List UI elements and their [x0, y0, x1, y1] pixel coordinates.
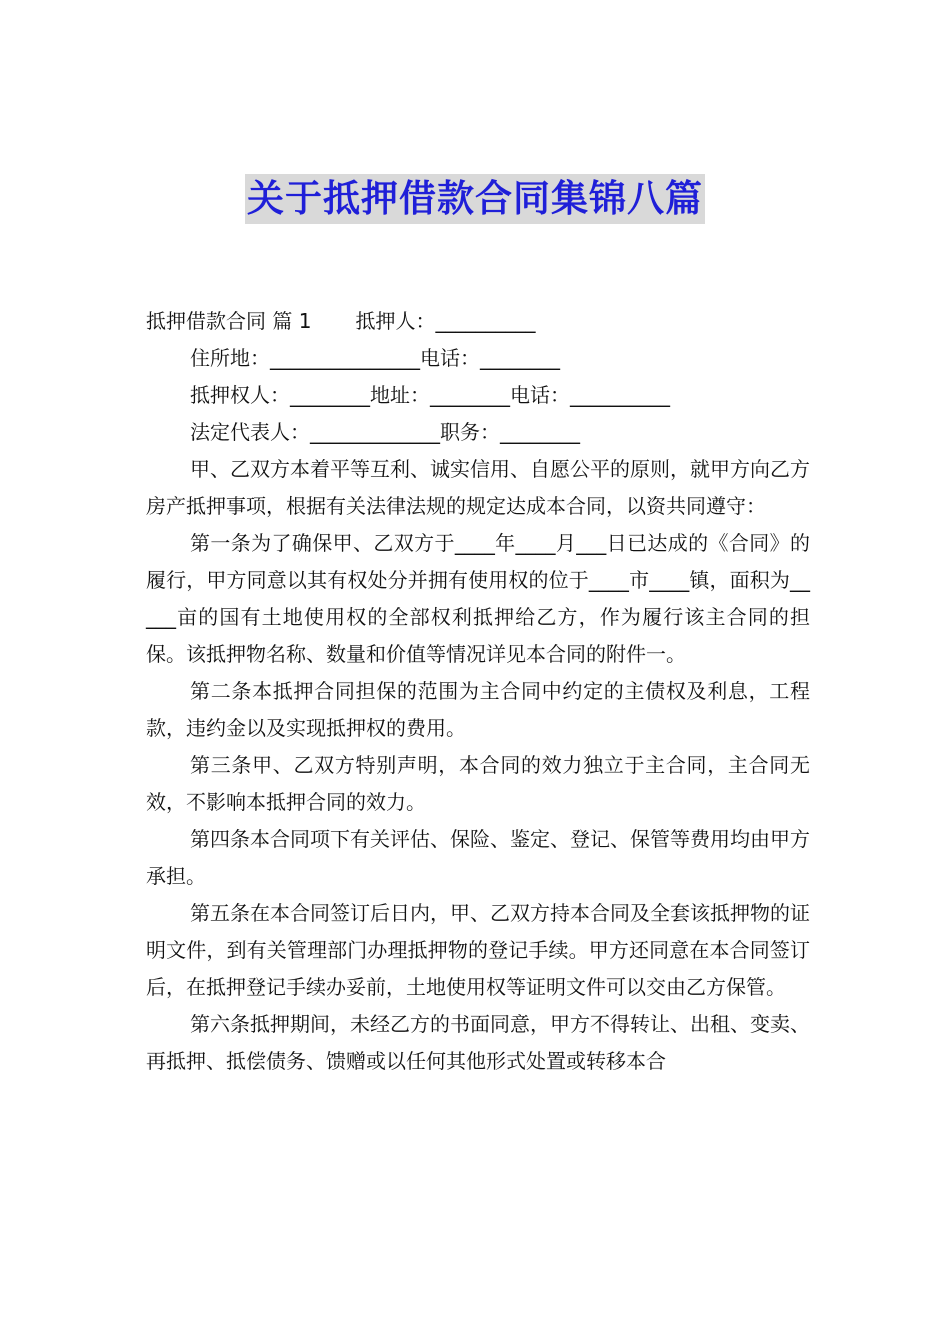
- paragraph-article-2: 第二条本抵押合同担保的范围为主合同中约定的主债权及利息，工程款，违约金以及实现抵押权的费用。: [146, 679, 810, 740]
- section-heading: 抵押借款合同 篇 1: [146, 309, 312, 333]
- party-line-mortgagor: [146, 303, 810, 340]
- paragraph-article-4: 第四条本合同项下有关评估、保险、鉴定、登记、保管等费用均由甲方承担。: [146, 827, 810, 888]
- party-line-mortgagee: 抵押权人：________地址：________电话：__________: [190, 383, 670, 407]
- paragraph-article-1: 第一条为了确保甲、乙双方于____年____月___日已达成的《合同》的履行，甲方同意以其有权处分并拥有使用权的位于____市____镇，面积为_____亩的国有土地使用权的全部权利抵押给乙方，作为履行该主合同的担保。该抵押物名称、数量和价值等情况详见本合同的附件一。: [146, 531, 810, 666]
- paragraph-preamble: 甲、乙双方本着平等互利、诚实信用、自愿公平的原则，就甲方向乙方房产抵押事项，根据有关法律法规的规定达成本合同，以资共同遵守：: [146, 457, 810, 518]
- paragraph-article-3: 第三条甲、乙双方特别声明，本合同的效力独立于主合同，主合同无效，不影响本抵押合同的效力。: [146, 753, 810, 814]
- party-line-representative: 法定代表人：_____________职务：________: [190, 420, 580, 444]
- mortgagor-field: 抵押人：__________: [355, 309, 536, 333]
- party-line-address: 住所地：_______________电话：________: [190, 346, 560, 370]
- document-body: [146, 303, 810, 1080]
- title-wrap: [0, 174, 950, 224]
- paragraph-article-5: 第五条在本合同签订后日内，甲、乙双方持本合同及全套该抵押物的证明文件，到有关管理部门办理抵押物的登记手续。甲方还同意在本合同签订后，在抵押登记手续办妥前，土地使用权等证明文件可以交由乙方保管。: [146, 901, 810, 999]
- document-title: 关于抵押借款合同集锦八篇: [245, 174, 705, 224]
- paragraph-article-6: 第六条抵押期间，未经乙方的书面同意，甲方不得转让、出租、变卖、再抵押、抵偿债务、馈赠或以任何其他形式处置或转移本合: [146, 1012, 810, 1073]
